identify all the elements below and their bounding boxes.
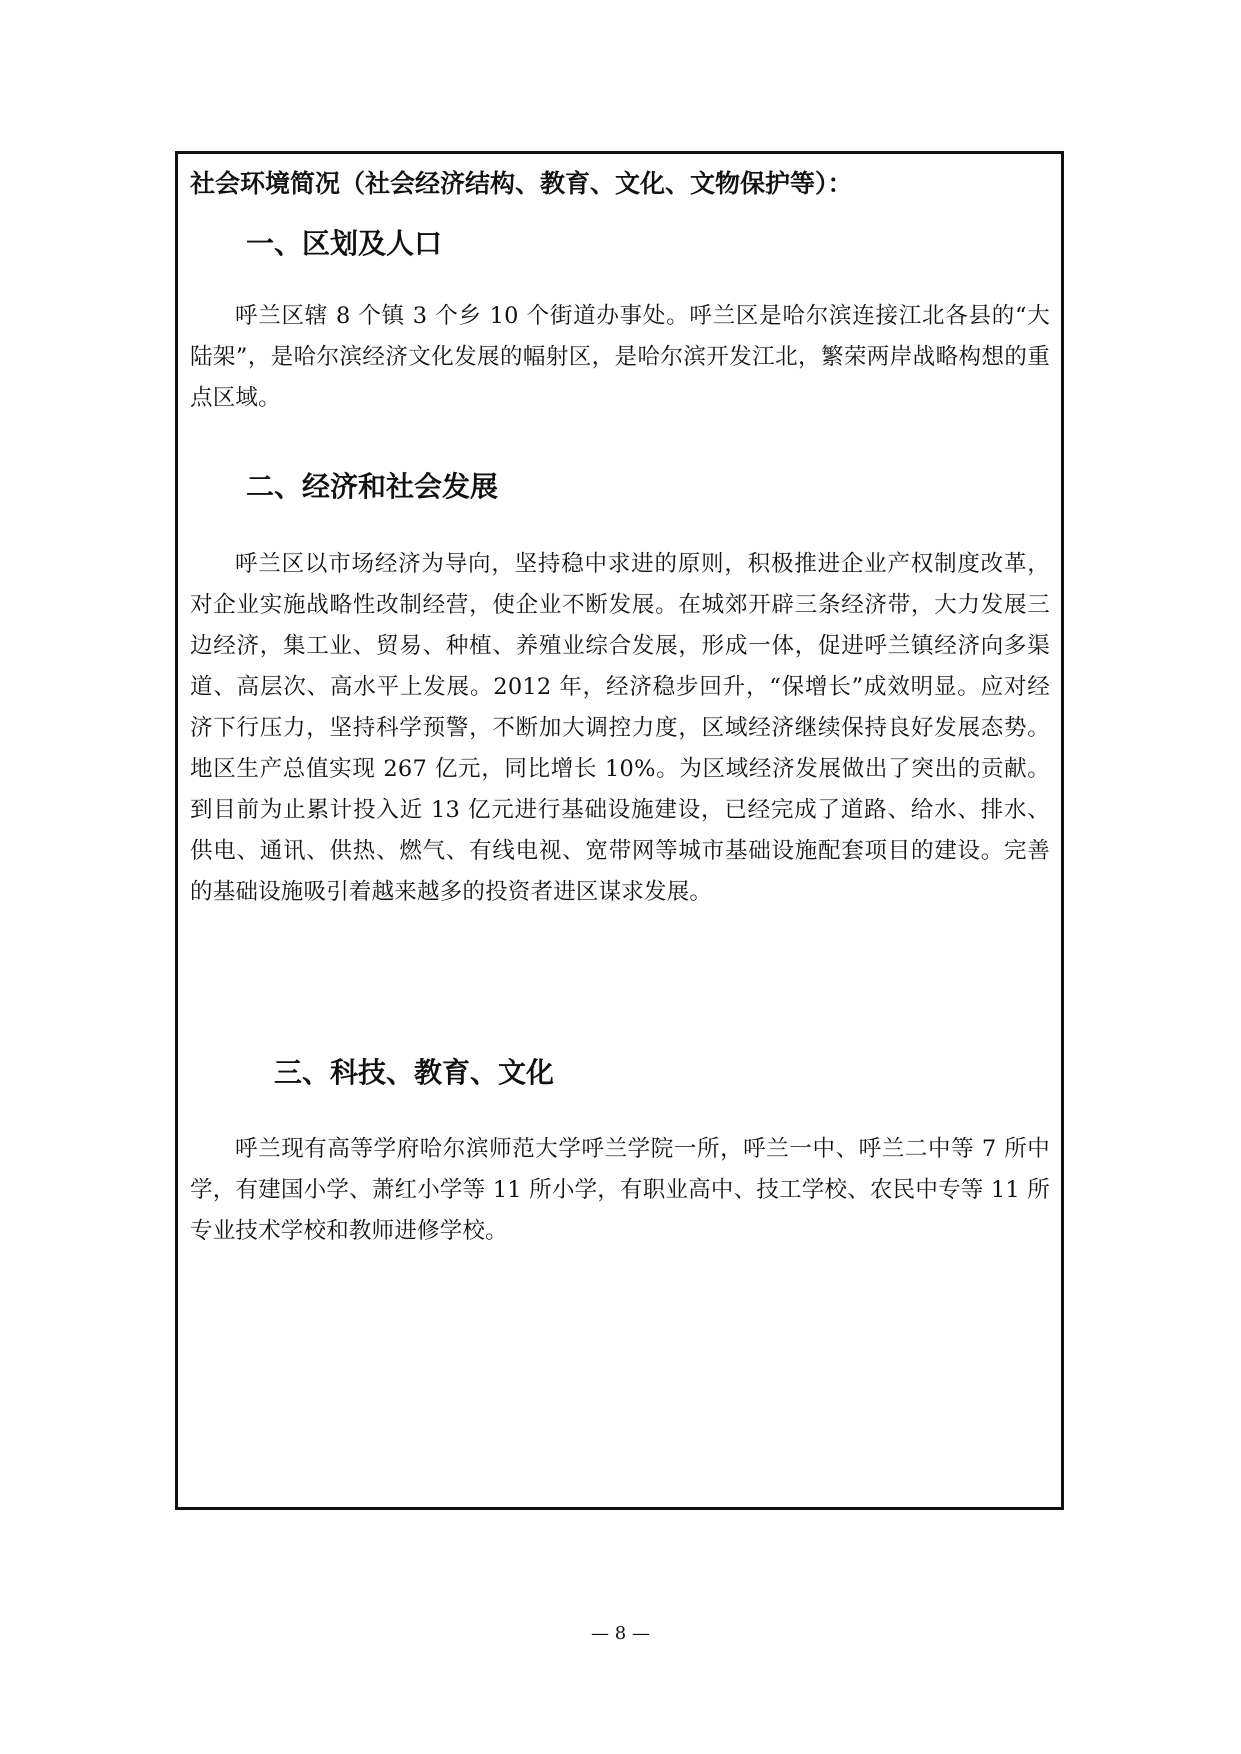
page-number: — 8 — <box>591 1623 650 1644</box>
content-frame <box>175 151 1064 1510</box>
paragraph-division-population: 呼兰区辖 8 个镇 3 个乡 10 个街道办事处。呼兰区是哈尔滨连接江北各县的“大陆架”，是哈尔滨经济文化发展的幅射区，是哈尔滨开发江北，繁荣两岸战略构想的重点区域。 <box>190 303 1050 411</box>
section-heading-education: 三、科技、教育、文化 <box>274 1056 555 1089</box>
paragraph-economy: 呼兰区以市场经济为导向，坚持稳中求进的原则，积极推进企业产权制度改革，对企业实施战略性改制经营，使企业不断发展。在城郊开辟三条经济带，大力发展三边经济，集工业、贸易、种植、养殖业综合发展，形成一体，促进呼兰镇经济向多渠道、高层次、高水平上发展。2012 年，经济稳步回升，“保增长”成效明显。应对经济下行压力，坚持科学预警，不断加大调控力度，区域经济继续保持良好发展态势。地区生产总值实现 267 亿元，同比增长 10%。为区域经济发展做出了突出的贡献。到目前为止累计投入近 13 亿元进行基础设施建设，已经完成了道路、给水、排水、供电、通讯、供热、燃气、有线电视、宽带网等城市基础设施配套项目的建设。完善的基础设施吸引着越来越多的投资者进区谋求发展。 <box>190 551 1050 905</box>
section-heading-economy: 二、经济和社会发展 <box>246 470 499 503</box>
section-heading-division-population: 一、区划及人口 <box>246 227 443 260</box>
box-heading: 社会环境简况（社会经济结构、教育、文化、文物保护等）： <box>190 169 853 198</box>
paragraph-education: 呼兰现有高等学府哈尔滨师范大学呼兰学院一所，呼兰一中、呼兰二中等 7 所中学，有建国小学、萧红小学等 11 所小学，有职业高中、技工学校、农民中专等 11 所专业技术学校和教师进修学校。 <box>190 1136 1050 1244</box>
